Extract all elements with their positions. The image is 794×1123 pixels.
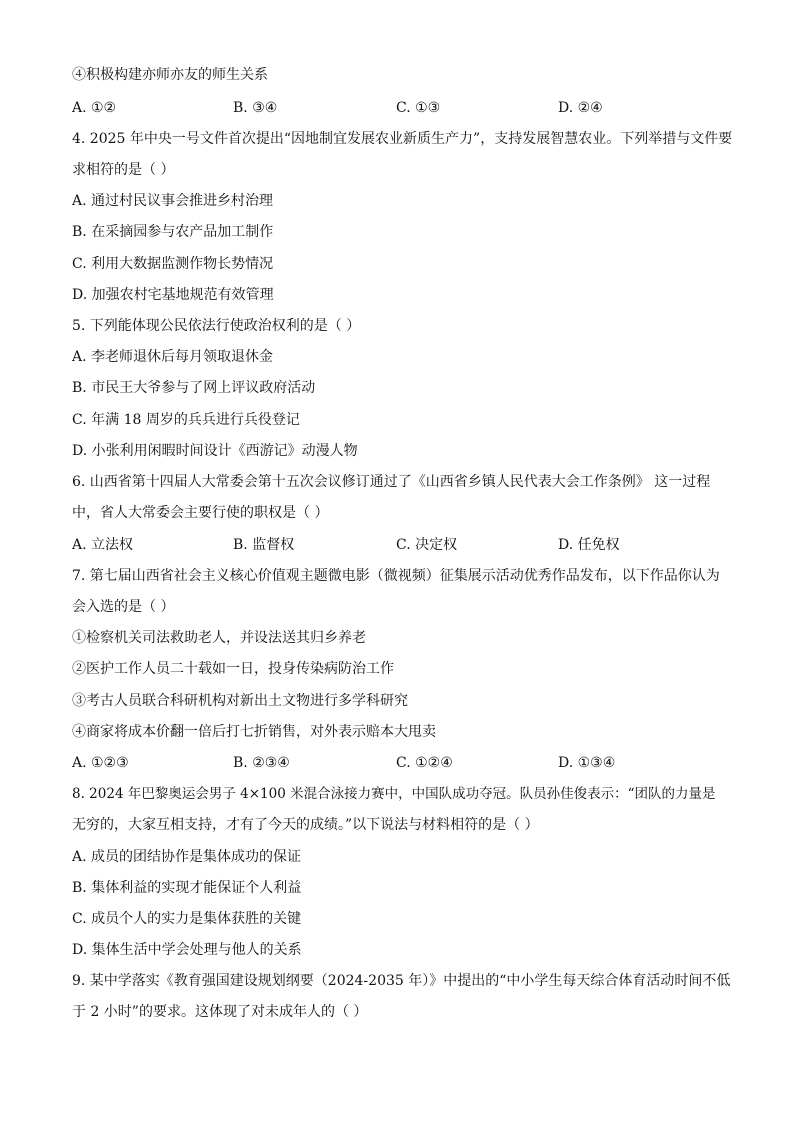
q8-option-c: C. 成员个人的实力是集体获胜的关键: [72, 911, 302, 927]
q7-statement-3: ③考古人员联合科研机构对新出土文物进行多学科研究: [72, 693, 408, 709]
q7-statement-2: ②医护工作人员二十载如一日，投身传染病防治工作: [72, 661, 394, 677]
q5-stem: 5. 下列能体现公民依法行使政治权利的是（ ）: [72, 318, 361, 334]
option-b: B. ③④: [233, 100, 278, 116]
option-c: C. ①③: [396, 100, 441, 116]
q8-stem-line2: 无穷的，大家互相支持，才有了今天的成绩。”以下说法与材料相符的是（ ）: [72, 817, 539, 833]
q7-statement-1: ①检察机关司法救助老人，并设法送其归乡养老: [72, 630, 366, 646]
q8-stem-line1: 8. 2024 年巴黎奥运会男子 4×100 米混合泳接力赛中，中国队成功夺冠。队员孙佳俊表示：“团队的力量是: [72, 786, 716, 802]
q9-stem-line2: 于 2 小时”的要求。这体现了对未成年人的（ ）: [72, 1004, 368, 1020]
q6-option-a: A. 立法权: [72, 537, 134, 553]
q7-statement-4: ④商家将成本价翻一倍后打七折销售，对外表示赔本大甩卖: [72, 724, 436, 740]
q7-stem-line1: 7. 第七届山西省社会主义核心价值观主题微电影（微视频）征集展示活动优秀作品发布，以下作品你认为: [72, 568, 720, 584]
q5-option-c: C. 年满 18 周岁的兵兵进行兵役登记: [72, 412, 300, 428]
q7-option-c: C. ①②④: [396, 755, 453, 771]
q4-option-b: B. 在采摘园参与农产品加工制作: [72, 224, 274, 240]
option-d: D. ②④: [558, 100, 603, 116]
q8-option-a: A. 成员的团结协作是集体成功的保证: [72, 849, 302, 865]
q6-option-d: D. 任免权: [558, 537, 620, 553]
q5-option-d: D. 小张利用闲暇时间设计《西游记》动漫人物: [72, 443, 358, 459]
q6-stem-line1: 6. 山西省第十四届人大常委会第十五次会议修订通过了《山西省乡镇人民代表大会工作条例》 这一过程: [72, 474, 711, 490]
q9-stem-line1: 9. 某中学落实《教育强国建设规划纲要（2024-2035 年）》中提出的“中小学生每天综合体育活动时间不低: [72, 973, 731, 989]
q4-stem-line2: 求相符的是（ ）: [72, 162, 175, 178]
q6-stem-line2: 中，省人大常委会主要行使的职权是（ ）: [72, 505, 329, 521]
q4-option-c: C. 利用大数据监测作物长势情况: [72, 256, 274, 272]
q6-option-b: B. 监督权: [233, 537, 295, 553]
q6-option-c: C. 决定权: [396, 537, 458, 553]
q7-option-d: D. ①③④: [558, 755, 616, 771]
q8-option-b: B. 集体利益的实现才能保证个人利益: [72, 880, 302, 896]
q8-option-d: D. 集体生活中学会处理与他人的关系: [72, 942, 302, 958]
option-a: A. ①②: [72, 100, 117, 116]
q7-option-a: A. ①②③: [72, 755, 129, 771]
q7-stem-line2: 会入选的是（ ）: [72, 599, 175, 615]
q4-option-d: D. 加强农村宅基地规范有效管理: [72, 287, 274, 303]
q5-option-a: A. 李老师退休后每月领取退休金: [72, 349, 274, 365]
statement-4: ④积极构建亦师亦友的师生关系: [72, 67, 268, 83]
q4-stem-line1: 4. 2025 年中央一号文件首次提出“因地制宜发展农业新质生产力”，支持发展智慧农业。下列举措与文件要: [72, 131, 733, 147]
q4-option-a: A. 通过村民议事会推进乡村治理: [72, 193, 274, 209]
q7-option-b: B. ②③④: [233, 755, 290, 771]
q5-option-b: B. 市民王大爷参与了网上评议政府活动: [72, 380, 316, 396]
